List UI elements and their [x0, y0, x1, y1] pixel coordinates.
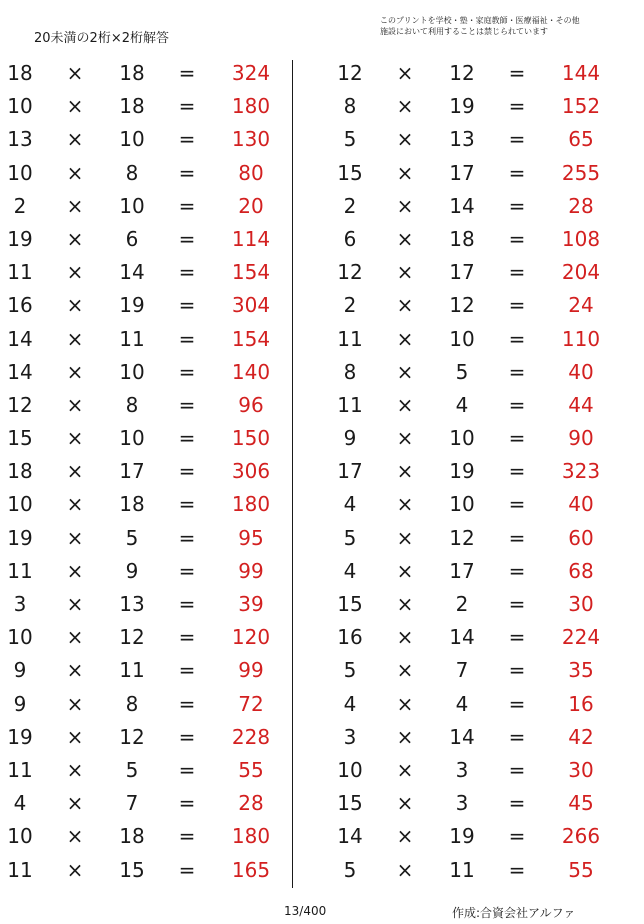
- times-sign: ×: [66, 459, 84, 484]
- times-sign: ×: [66, 691, 84, 716]
- answer: 72: [238, 691, 264, 716]
- answer: 306: [231, 459, 271, 484]
- multiplier: 18: [449, 226, 475, 251]
- times-sign: ×: [66, 260, 84, 285]
- answer: 180: [231, 492, 271, 517]
- equals-sign: =: [178, 592, 196, 616]
- equals-sign: =: [178, 824, 196, 849]
- times-sign: ×: [66, 426, 84, 451]
- times-sign: ×: [396, 791, 414, 816]
- multiplier: 10: [119, 359, 145, 384]
- times-sign: ×: [66, 193, 84, 218]
- multiplicand: 10: [337, 757, 363, 782]
- equals-sign: =: [178, 791, 196, 816]
- multiplicand: 14: [7, 359, 33, 384]
- times-sign: ×: [396, 658, 414, 683]
- equals-sign: =: [508, 459, 526, 484]
- multiplier: 8: [125, 160, 139, 185]
- multiplicand: 19: [7, 525, 33, 550]
- answer: 99: [238, 558, 264, 583]
- multiplier: 11: [119, 326, 145, 351]
- usage-notice: [380, 15, 630, 37]
- equals-sign: =: [178, 359, 196, 384]
- times-sign: ×: [396, 857, 414, 882]
- equals-sign: =: [508, 525, 526, 550]
- multiplier: 19: [449, 824, 475, 849]
- equals-sign: =: [508, 658, 526, 683]
- multiplicand: 8: [343, 359, 357, 384]
- multiplicand: 5: [343, 857, 357, 882]
- equals-sign: =: [178, 426, 196, 451]
- equals-sign: =: [178, 459, 196, 484]
- answer: 55: [568, 857, 594, 882]
- answer: 44: [568, 392, 594, 417]
- equals-sign: =: [508, 127, 526, 152]
- times-sign: ×: [396, 260, 414, 285]
- equals-sign: =: [508, 625, 526, 650]
- multiplicand: 19: [7, 226, 33, 251]
- multiplier: 17: [449, 160, 475, 185]
- multiplier: 10: [119, 127, 145, 152]
- times-sign: ×: [66, 359, 84, 384]
- times-sign: ×: [396, 61, 414, 85]
- times-sign: ×: [396, 625, 414, 650]
- times-sign: ×: [66, 625, 84, 650]
- equals-sign: =: [178, 658, 196, 683]
- answer: 266: [561, 824, 601, 849]
- times-sign: ×: [66, 492, 84, 517]
- times-sign: ×: [396, 226, 414, 251]
- answer: 110: [561, 326, 601, 351]
- equals-sign: =: [508, 226, 526, 251]
- multiplicand: 16: [337, 625, 363, 650]
- multiplicand: 5: [343, 127, 357, 152]
- times-sign: ×: [396, 525, 414, 550]
- equals-sign: =: [508, 160, 526, 185]
- multiplier: 4: [455, 392, 469, 417]
- answer: 154: [231, 260, 271, 285]
- multiplicand: 14: [337, 824, 363, 849]
- multiplier: 7: [455, 658, 469, 683]
- answer: 45: [568, 791, 594, 816]
- answer: 30: [568, 757, 594, 782]
- answer: 28: [568, 193, 594, 218]
- multiplicand: 11: [7, 558, 33, 583]
- answer: 16: [568, 691, 594, 716]
- multiplicand: 15: [337, 791, 363, 816]
- multiplier: 11: [119, 658, 145, 683]
- equals-sign: =: [178, 226, 196, 251]
- equals-sign: =: [508, 724, 526, 749]
- multiplier: 10: [449, 492, 475, 517]
- multiplier: 8: [125, 392, 139, 417]
- equals-sign: =: [178, 625, 196, 650]
- multiplicand: 18: [7, 459, 33, 484]
- answer: 95: [238, 525, 264, 550]
- multiplier: 17: [449, 558, 475, 583]
- times-sign: ×: [396, 757, 414, 782]
- multiplicand: 2: [13, 193, 27, 218]
- multiplicand: 4: [343, 691, 357, 716]
- answer: 68: [568, 558, 594, 583]
- equals-sign: =: [508, 592, 526, 616]
- answer: 24: [568, 293, 594, 318]
- multiplicand: 9: [13, 658, 27, 683]
- multiplicand: 4: [343, 492, 357, 517]
- equals-sign: =: [508, 293, 526, 318]
- answer: 204: [561, 260, 601, 285]
- equals-sign: =: [508, 61, 526, 85]
- answer: 35: [568, 658, 594, 683]
- equals-sign: =: [508, 260, 526, 285]
- times-sign: ×: [396, 94, 414, 119]
- multiplicand: 4: [343, 558, 357, 583]
- equals-sign: =: [508, 193, 526, 218]
- equals-sign: =: [508, 791, 526, 816]
- multiplier: 13: [449, 127, 475, 152]
- times-sign: ×: [66, 392, 84, 417]
- column-divider: [292, 60, 293, 888]
- answer: 180: [231, 94, 271, 119]
- equals-sign: =: [178, 558, 196, 583]
- multiplier: 5: [125, 525, 139, 550]
- times-sign: ×: [66, 724, 84, 749]
- equals-sign: =: [508, 492, 526, 517]
- times-sign: ×: [66, 326, 84, 351]
- multiplicand: 5: [343, 658, 357, 683]
- multiplier: 9: [125, 558, 139, 583]
- multiplier: 19: [449, 94, 475, 119]
- times-sign: ×: [396, 326, 414, 351]
- multiplicand: 11: [7, 260, 33, 285]
- multiplicand: 11: [337, 392, 363, 417]
- times-sign: ×: [396, 724, 414, 749]
- page-title: 20未満の2桁×2桁解答: [34, 31, 169, 46]
- times-sign: ×: [66, 757, 84, 782]
- times-sign: ×: [66, 857, 84, 882]
- answer: 99: [238, 658, 264, 683]
- multiplier: 12: [119, 724, 145, 749]
- answer: 228: [231, 724, 271, 749]
- answer: 150: [231, 426, 271, 451]
- equals-sign: =: [508, 558, 526, 583]
- times-sign: ×: [66, 525, 84, 550]
- multiplicand: 19: [7, 724, 33, 749]
- answer: 165: [231, 857, 271, 882]
- multiplier: 11: [449, 857, 475, 882]
- answer: 90: [568, 426, 594, 451]
- multiplier: 10: [449, 326, 475, 351]
- times-sign: ×: [396, 293, 414, 318]
- equals-sign: =: [508, 824, 526, 849]
- usage-notice-line-2: 施設において利用することは禁じられています: [380, 27, 548, 36]
- multiplicand: 10: [7, 625, 33, 650]
- times-sign: ×: [396, 193, 414, 218]
- multiplier: 8: [125, 691, 139, 716]
- multiplier: 19: [449, 459, 475, 484]
- answer: 324: [231, 61, 271, 85]
- multiplicand: 12: [337, 61, 363, 85]
- multiplier: 13: [119, 592, 145, 616]
- equals-sign: =: [178, 61, 196, 85]
- multiplier: 12: [119, 625, 145, 650]
- equals-sign: =: [178, 260, 196, 285]
- equals-sign: =: [178, 94, 196, 119]
- equals-sign: =: [178, 326, 196, 351]
- answer: 180: [231, 824, 271, 849]
- multiplier: 14: [449, 625, 475, 650]
- times-sign: ×: [396, 824, 414, 849]
- equals-sign: =: [178, 857, 196, 882]
- times-sign: ×: [396, 492, 414, 517]
- equals-sign: =: [178, 724, 196, 749]
- multiplicand: 13: [7, 127, 33, 152]
- times-sign: ×: [66, 94, 84, 119]
- answer: 304: [231, 293, 271, 318]
- equals-sign: =: [508, 94, 526, 119]
- multiplicand: 8: [343, 94, 357, 119]
- answer: 152: [561, 94, 601, 119]
- answer: 65: [568, 127, 594, 152]
- answer: 120: [231, 625, 271, 650]
- times-sign: ×: [66, 226, 84, 251]
- multiplier: 7: [125, 791, 139, 816]
- answer: 39: [238, 592, 264, 616]
- multiplicand: 10: [7, 160, 33, 185]
- times-sign: ×: [396, 127, 414, 152]
- multiplier: 4: [455, 691, 469, 716]
- multiplicand: 16: [7, 293, 33, 318]
- answer: 40: [568, 359, 594, 384]
- multiplier: 18: [119, 824, 145, 849]
- multiplicand: 12: [7, 392, 33, 417]
- multiplicand: 4: [13, 791, 27, 816]
- answer: 224: [561, 625, 601, 650]
- equals-sign: =: [508, 392, 526, 417]
- multiplicand: 11: [7, 857, 33, 882]
- equals-sign: =: [178, 193, 196, 218]
- multiplicand: 9: [343, 426, 357, 451]
- answer: 130: [231, 127, 271, 152]
- multiplier: 17: [449, 260, 475, 285]
- answer: 80: [238, 160, 264, 185]
- multiplier: 5: [455, 359, 469, 384]
- multiplier: 5: [125, 757, 139, 782]
- equals-sign: =: [508, 757, 526, 782]
- multiplier: 12: [449, 61, 475, 85]
- equals-sign: =: [178, 127, 196, 152]
- times-sign: ×: [66, 127, 84, 152]
- times-sign: ×: [66, 658, 84, 683]
- equals-sign: =: [508, 359, 526, 384]
- equals-sign: =: [178, 160, 196, 185]
- multiplicand: 15: [337, 592, 363, 616]
- multiplicand: 10: [7, 492, 33, 517]
- equals-sign: =: [178, 492, 196, 517]
- multiplier: 19: [119, 293, 145, 318]
- times-sign: ×: [396, 392, 414, 417]
- answer: 144: [561, 61, 601, 85]
- answer: 55: [238, 757, 264, 782]
- multiplicand: 2: [343, 293, 357, 318]
- multiplicand: 15: [337, 160, 363, 185]
- answer: 140: [231, 359, 271, 384]
- multiplier: 18: [119, 492, 145, 517]
- answer: 108: [561, 226, 601, 251]
- answer: 255: [561, 160, 601, 185]
- answer: 42: [568, 724, 594, 749]
- multiplier: 10: [119, 426, 145, 451]
- multiplier: 10: [449, 426, 475, 451]
- multiplier: 18: [119, 94, 145, 119]
- times-sign: ×: [66, 293, 84, 318]
- answer: 96: [238, 392, 264, 417]
- times-sign: ×: [66, 592, 84, 616]
- equals-sign: =: [178, 691, 196, 716]
- times-sign: ×: [396, 359, 414, 384]
- multiplicand: 3: [13, 592, 27, 616]
- multiplier: 14: [119, 260, 145, 285]
- multiplier: 15: [119, 857, 145, 882]
- page-number: 13/400: [284, 904, 327, 918]
- multiplier: 18: [119, 61, 145, 85]
- answer: 154: [231, 326, 271, 351]
- equals-sign: =: [178, 293, 196, 318]
- answer: 28: [238, 791, 264, 816]
- multiplier: 12: [449, 293, 475, 318]
- multiplicand: 3: [343, 724, 357, 749]
- usage-notice-line-1: このプリントを学校・塾・家庭教師・医療福祉・その他: [380, 16, 580, 25]
- times-sign: ×: [396, 592, 414, 616]
- author-credit: 作成:合資会社アルファ: [452, 906, 576, 920]
- times-sign: ×: [396, 426, 414, 451]
- multiplicand: 5: [343, 525, 357, 550]
- multiplier: 14: [449, 193, 475, 218]
- times-sign: ×: [66, 61, 84, 85]
- times-sign: ×: [66, 160, 84, 185]
- answer: 40: [568, 492, 594, 517]
- times-sign: ×: [396, 691, 414, 716]
- multiplier: 3: [455, 791, 469, 816]
- times-sign: ×: [396, 459, 414, 484]
- multiplicand: 10: [7, 94, 33, 119]
- multiplicand: 17: [337, 459, 363, 484]
- times-sign: ×: [66, 824, 84, 849]
- answer: 323: [561, 459, 601, 484]
- equals-sign: =: [178, 392, 196, 417]
- multiplicand: 18: [7, 61, 33, 85]
- multiplier: 14: [449, 724, 475, 749]
- multiplier: 6: [125, 226, 139, 251]
- times-sign: ×: [396, 558, 414, 583]
- times-sign: ×: [66, 558, 84, 583]
- multiplier: 3: [455, 757, 469, 782]
- multiplicand: 11: [337, 326, 363, 351]
- multiplier: 12: [449, 525, 475, 550]
- multiplier: 17: [119, 459, 145, 484]
- answer: 30: [568, 592, 594, 616]
- multiplicand: 2: [343, 193, 357, 218]
- equals-sign: =: [508, 691, 526, 716]
- multiplicand: 15: [7, 426, 33, 451]
- answer: 20: [238, 193, 264, 218]
- equals-sign: =: [508, 326, 526, 351]
- times-sign: ×: [396, 160, 414, 185]
- multiplicand: 10: [7, 824, 33, 849]
- multiplier: 10: [119, 193, 145, 218]
- multiplicand: 14: [7, 326, 33, 351]
- multiplicand: 12: [337, 260, 363, 285]
- answer: 60: [568, 525, 594, 550]
- multiplicand: 6: [343, 226, 357, 251]
- multiplier: 2: [455, 592, 469, 616]
- multiplicand: 9: [13, 691, 27, 716]
- equals-sign: =: [508, 857, 526, 882]
- equals-sign: =: [508, 426, 526, 451]
- times-sign: ×: [66, 791, 84, 816]
- answer: 114: [231, 226, 271, 251]
- equals-sign: =: [178, 757, 196, 782]
- equals-sign: =: [178, 525, 196, 550]
- multiplicand: 11: [7, 757, 33, 782]
